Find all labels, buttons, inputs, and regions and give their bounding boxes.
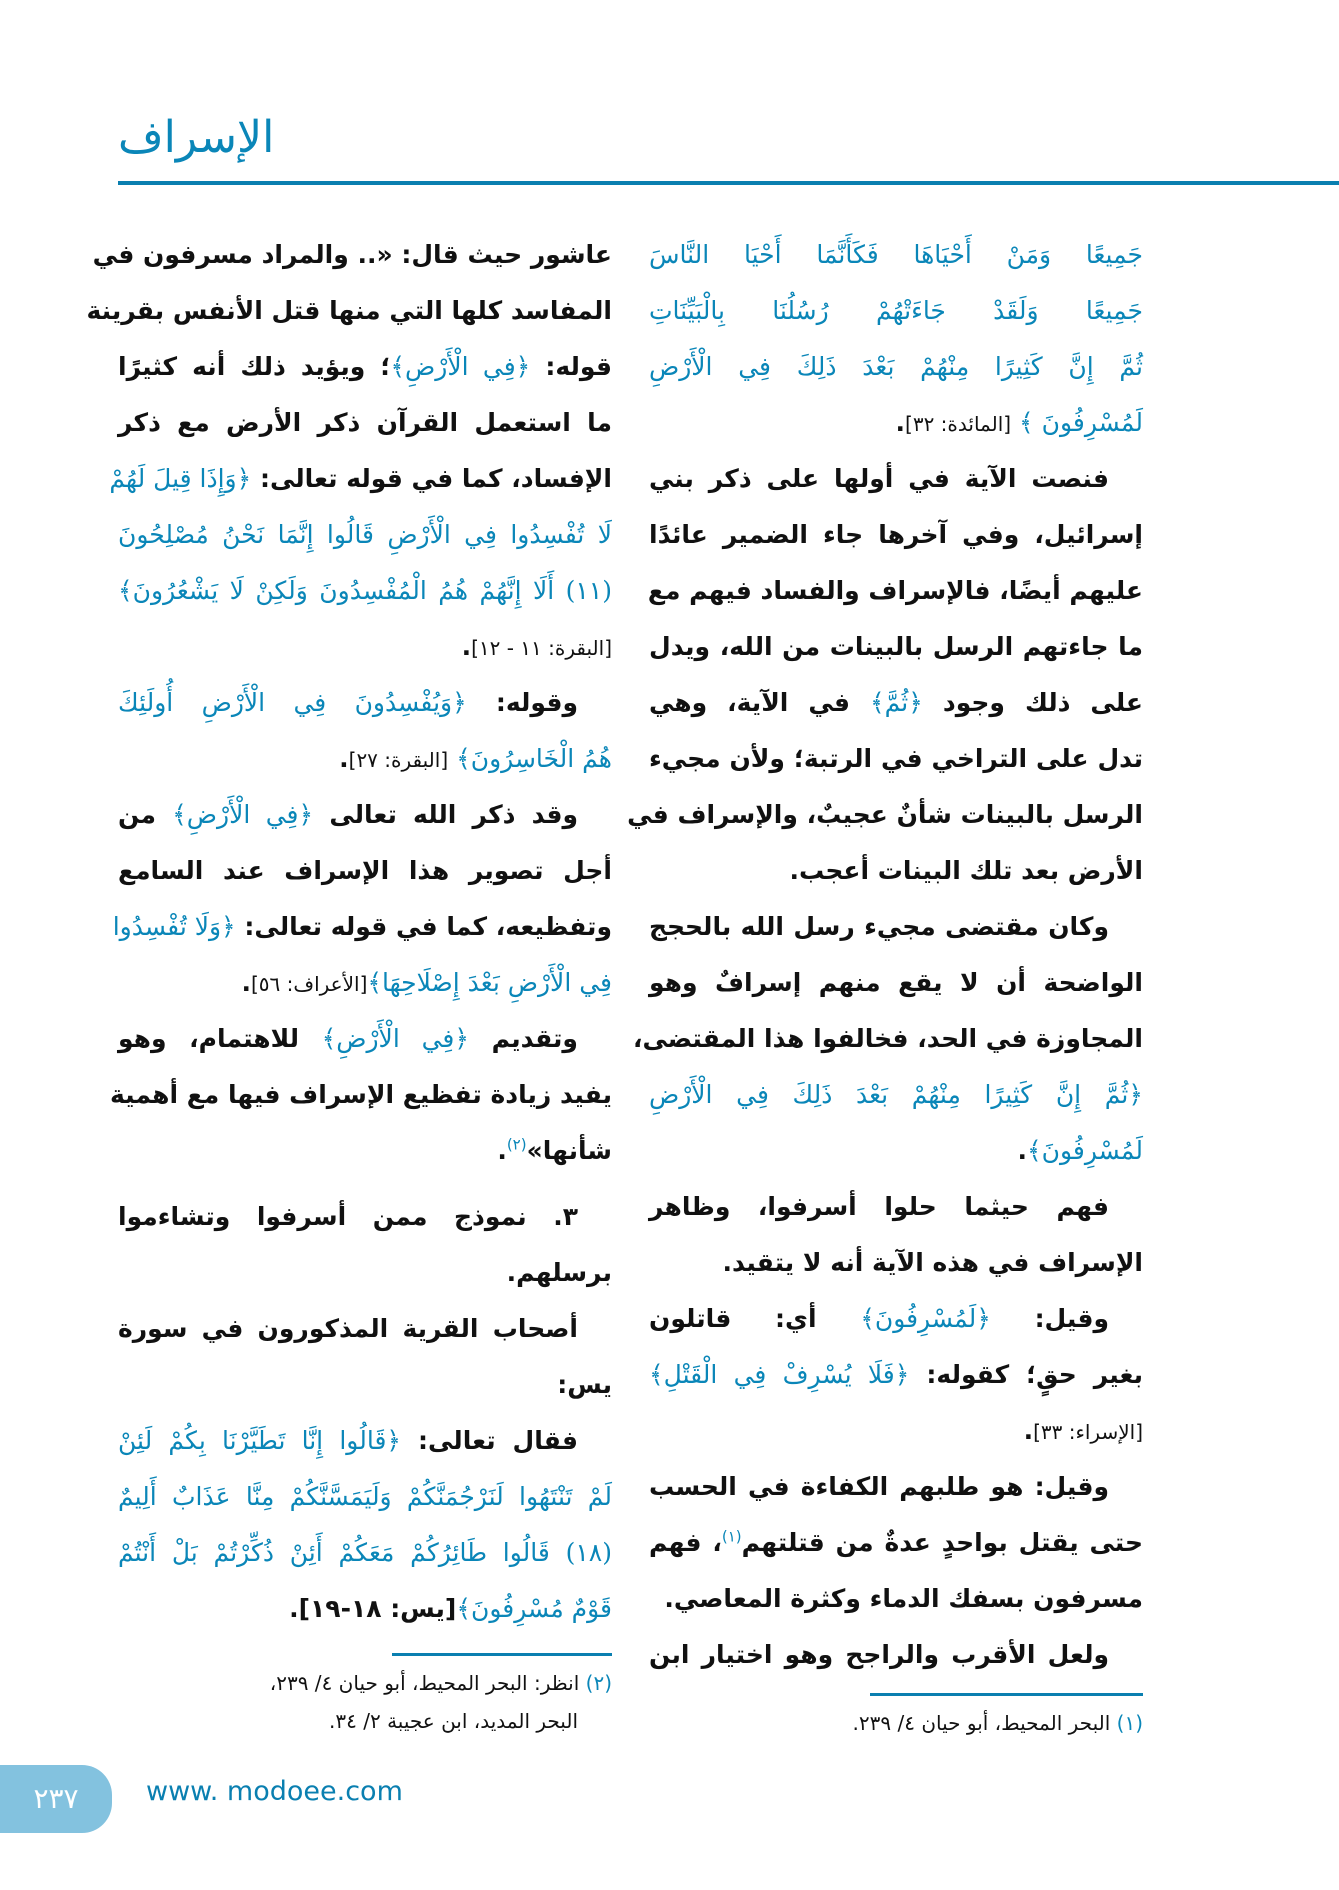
- text-line: [649, 1347, 1143, 1403]
- text-line: [649, 899, 1143, 955]
- quran-quote: لَمُسْرِفُونَ﴾: [1026, 1136, 1143, 1165]
- body-text: في الآية، وهي: [649, 688, 871, 717]
- body-text: فقال تعالى:: [401, 1426, 578, 1455]
- body-text: حتى يقتل بواحدٍ عدةٌ من قتلتهم: [741, 1528, 1143, 1557]
- footnote-number: (٢): [585, 1671, 612, 1695]
- body-text: برسلهم.: [506, 1258, 612, 1287]
- body-text: .: [1017, 1136, 1027, 1165]
- body-text: عاشور حيث قال: «.. والمراد مسرفون في: [92, 240, 612, 269]
- text-line: [627, 787, 1143, 843]
- body-text: وقيل:: [990, 1304, 1109, 1333]
- text-line: [118, 395, 612, 451]
- body-text: ما استعمل القرآن ذكر الأرض مع ذكر: [118, 408, 612, 437]
- text-line: [118, 619, 612, 675]
- body-text: وقيل: هو طلبهم الكفاءة في الحسب: [649, 1472, 1109, 1501]
- text-line: [649, 1627, 1143, 1683]
- body-text: الإسراف في هذه الآية أنه لا يتقيد.: [722, 1248, 1143, 1277]
- body-text: يفيد زيادة تفظيع الإسراف فيها مع أهمية: [109, 1080, 612, 1109]
- page-number-badge: ٢٣٧: [0, 1765, 112, 1833]
- body-text: مسرفون بسفك الدماء وكثرة المعاصي.: [664, 1584, 1143, 1613]
- body-text: بغير حقٍ؛ كقوله:: [909, 1360, 1143, 1389]
- text-line: [118, 1469, 612, 1525]
- footnote-text: انظر: البحر المحيط، أبو حيان ٤/ ٢٣٩،: [269, 1671, 586, 1695]
- text-line: [649, 1291, 1143, 1347]
- text-line: [118, 731, 612, 787]
- text-line: [649, 1179, 1143, 1235]
- quran-quote: ﴿ثُمَّ إِنَّ كَثِيرًا مِنْهُمْ بَعْدَ ذَلِكَ فِي الْأَرْضِ: [649, 1080, 1143, 1109]
- footnotes-right: [649, 1704, 1143, 1742]
- footnote-divider-right: [870, 1693, 1143, 1696]
- quran-quote: لَا تُفْسِدُوا فِي الْأَرْضِ قَالُوا إِنَّمَا نَحْنُ مُصْلِحُونَ: [118, 520, 612, 549]
- body-text: الرسل بالبينات شأنٌ عجيبٌ، والإسراف في: [627, 800, 1143, 829]
- text-line: [118, 787, 612, 843]
- text-line: [649, 843, 1143, 899]
- body-text: وقد ذكر الله تعالى: [313, 800, 578, 829]
- text-line: [649, 451, 1143, 507]
- body-text: ؛ ويؤيد ذلك أنه كثيرًا: [118, 352, 391, 381]
- text-line: [118, 1123, 612, 1179]
- body-text: .: [461, 632, 472, 661]
- text-line: [633, 1011, 1143, 1067]
- text-line: [649, 731, 1143, 787]
- body-text: .: [1023, 1416, 1034, 1445]
- verse-reference: [المائدة: ٣٢]: [905, 412, 1012, 436]
- text-line: [112, 899, 612, 955]
- body-text: أصحاب القرية المذكورون في سورة: [118, 1314, 578, 1343]
- text-line: [109, 451, 612, 507]
- body-text: الإفساد، كما في قوله تعالى:: [251, 464, 612, 493]
- text-line: [118, 955, 612, 1011]
- body-text: ولعل الأقرب والراجح وهو اختيار ابن: [649, 1640, 1109, 1669]
- quran-quote: هُمُ الْخَاسِرُونَ﴾: [448, 744, 612, 773]
- text-line: [118, 563, 612, 619]
- text-line: [649, 339, 1143, 395]
- body-text: من: [118, 800, 173, 829]
- body-text: قوله:: [530, 352, 612, 381]
- body-text: للاهتمام، وهو: [118, 1024, 322, 1053]
- body-text: فهم حيثما حلوا أسرفوا، وظاهر: [649, 1192, 1109, 1221]
- body-text: [يس: ١٨-١٩].: [289, 1594, 457, 1623]
- text-line: [649, 563, 1143, 619]
- footnote-marker: (٢): [506, 1135, 527, 1154]
- body-text: وقوله:: [466, 688, 578, 717]
- quran-quote: ﴿وَيُفْسِدُونَ فِي الْأَرْضِ أُولَئِكَ: [118, 688, 467, 717]
- footnote-divider-left: [392, 1653, 612, 1656]
- right-column: [627, 227, 1144, 1683]
- text-line: [109, 1067, 612, 1123]
- quran-quote: ﴿فِي الْأَرْضِ﴾: [321, 1024, 470, 1053]
- website-url[interactable]: www. modoee.com: [146, 1776, 403, 1807]
- quran-quote: جَمِيعًا وَلَقَدْ جَاءَتْهُمْ رُسُلُنَا بِالْبَيِّنَاتِ: [649, 296, 1143, 325]
- text-line: [649, 1067, 1143, 1123]
- footnote-text: البحر المحيط، أبو حيان ٤/ ٢٣٩.: [852, 1711, 1117, 1735]
- text-line: [649, 675, 1143, 731]
- quran-quote: قَوْمٌ مُسْرِفُونَ﴾: [456, 1594, 612, 1623]
- footnote-number: (١): [1116, 1711, 1143, 1735]
- quran-quote: ﴿وَإِذَا قِيلَ لَهُمْ: [109, 464, 252, 493]
- text-line: [649, 955, 1143, 1011]
- footnotes-left: [118, 1664, 612, 1740]
- text-line: [118, 843, 612, 899]
- verse-reference: [الإسراء: ٣٣]: [1033, 1420, 1143, 1444]
- body-text: إسرائيل، وفي آخرها جاء الضمير عائدًا: [649, 520, 1143, 549]
- footnote-text: البحر المديد، ابن عجيبة ٢/ ٣٤.: [329, 1709, 578, 1733]
- quran-quote: ﴿قَالُوا إِنَّا تَطَيَّرْنَا بِكُمْ لَئِنْ: [118, 1426, 402, 1455]
- quran-quote: (١١) أَلَا إِنَّهُمْ هُمُ الْمُفْسِدُونَ وَلَكِنْ لَا يَشْعُرُونَ﴾: [118, 576, 612, 605]
- text-line: [118, 1357, 612, 1413]
- text-line: [649, 619, 1143, 675]
- body-text: أي: قاتلون: [649, 1304, 861, 1333]
- text-line: [649, 1571, 1143, 1627]
- body-text: ، فهم: [649, 1528, 722, 1557]
- footnote: [649, 1704, 1143, 1742]
- body-text: ٣. نموذج ممن أسرفوا وتشاءموا: [118, 1202, 578, 1231]
- text-line: [118, 507, 612, 563]
- footnote: [118, 1702, 612, 1740]
- body-text: على ذلك وجود: [922, 688, 1144, 717]
- text-line: [649, 395, 1143, 451]
- body-text: .: [895, 408, 906, 437]
- body-text: المفاسد كلها التي منها قتل الأنفس بقرينة: [86, 296, 612, 325]
- verse-reference: [البقرة: ١١ - ١٢]: [471, 636, 612, 660]
- text-line: [118, 1301, 612, 1357]
- body-text: .: [497, 1136, 507, 1165]
- body-text: يس:: [557, 1370, 612, 1399]
- body-text: الواضحة أن لا يقع منهم إسرافٌ وهو: [649, 968, 1143, 997]
- quran-quote: ﴿ثُمَّ﴾: [870, 688, 923, 717]
- text-line: [92, 227, 612, 283]
- text-line: [118, 1245, 612, 1301]
- text-line: [649, 1515, 1143, 1571]
- body-text: أجل تصوير هذا الإسراف عند السامع: [118, 856, 612, 885]
- quran-quote: لَمْ تَنْتَهُوا لَنَرْجُمَنَّكُمْ وَلَيَمَسَّنَّكُمْ مِنَّا عَذَابٌ أَلِيمٌ: [118, 1482, 612, 1511]
- body-text: وتفظيعه، كما في قوله تعالى:: [235, 912, 612, 941]
- text-line: [649, 1235, 1143, 1291]
- body-text: .: [339, 744, 349, 773]
- body-text: المجاوزة في الحد، فخالفوا هذا المقتضى،: [633, 1024, 1143, 1053]
- quran-quote: جَمِيعًا وَمَنْ أَحْيَاهَا فَكَأَنَّمَا أَحْيَا النَّاسَ: [649, 240, 1143, 269]
- quran-quote: فِي الْأَرْضِ بَعْدَ إِصْلَاحِهَا﴾: [367, 968, 612, 997]
- text-line: [649, 1459, 1143, 1515]
- body-text: .: [241, 968, 251, 997]
- footnote: [118, 1664, 612, 1702]
- text-line: [118, 1525, 612, 1581]
- text-line: [86, 283, 612, 339]
- header-divider: [118, 181, 1339, 185]
- body-text: عليهم أيضًا، فالإسراف والفساد فيهم مع: [647, 576, 1143, 605]
- text-line: [118, 339, 612, 395]
- quran-quote: ﴿وَلَا تُفْسِدُوا: [112, 912, 236, 941]
- text-line: [118, 1189, 612, 1245]
- text-line: [649, 227, 1143, 283]
- body-text: الأرض بعد تلك البينات أعجب.: [789, 856, 1143, 885]
- footnote-marker: (١): [721, 1527, 742, 1546]
- text-line: [649, 507, 1143, 563]
- body-text: فنصت الآية في أولها على ذكر بني: [649, 464, 1109, 493]
- body-text: وكان مقتضى مجيء رسل الله بالحجج: [649, 912, 1109, 941]
- quran-quote: ﴿فَلَا يُسْرِفْ فِي الْقَتْلِ﴾: [649, 1360, 910, 1389]
- left-column: [86, 227, 612, 1637]
- body-text: وتقديم: [469, 1024, 578, 1053]
- text-line: [118, 1413, 612, 1469]
- quran-quote: ﴿فِي الْأَرْضِ﴾: [390, 352, 531, 381]
- verse-reference: [البقرة: ٢٧]: [348, 748, 449, 772]
- text-line: [118, 675, 612, 731]
- chapter-title: الإسراف: [118, 112, 275, 163]
- quran-quote: لَمُسْرِفُونَ ﴾: [1011, 408, 1143, 437]
- text-line: [649, 1403, 1143, 1459]
- body-text: شأنها»: [526, 1136, 612, 1165]
- quran-quote: ﴿فِي الْأَرْضِ﴾: [172, 800, 314, 829]
- text-line: [118, 1011, 612, 1067]
- verse-reference: [الأعراف: ٥٦]: [250, 972, 368, 996]
- text-line: [649, 283, 1143, 339]
- body-text: ما جاءتهم الرسل بالبينات من الله، ويدل: [649, 632, 1143, 661]
- quran-quote: ثُمَّ إِنَّ كَثِيرًا مِنْهُمْ بَعْدَ ذَلِكَ فِي الْأَرْضِ: [649, 352, 1143, 381]
- quran-quote: ﴿لَمُسْرِفُونَ﴾: [860, 1304, 991, 1333]
- text-line: [649, 1123, 1143, 1179]
- body-text: تدل على التراخي في الرتبة؛ ولأن مجيء: [649, 744, 1143, 773]
- quran-quote: (١٨) قَالُوا طَائِرُكُمْ مَعَكُمْ أَئِنْ ذُكِّرْتُمْ بَلْ أَنْتُمْ: [118, 1538, 612, 1567]
- text-line: [118, 1581, 612, 1637]
